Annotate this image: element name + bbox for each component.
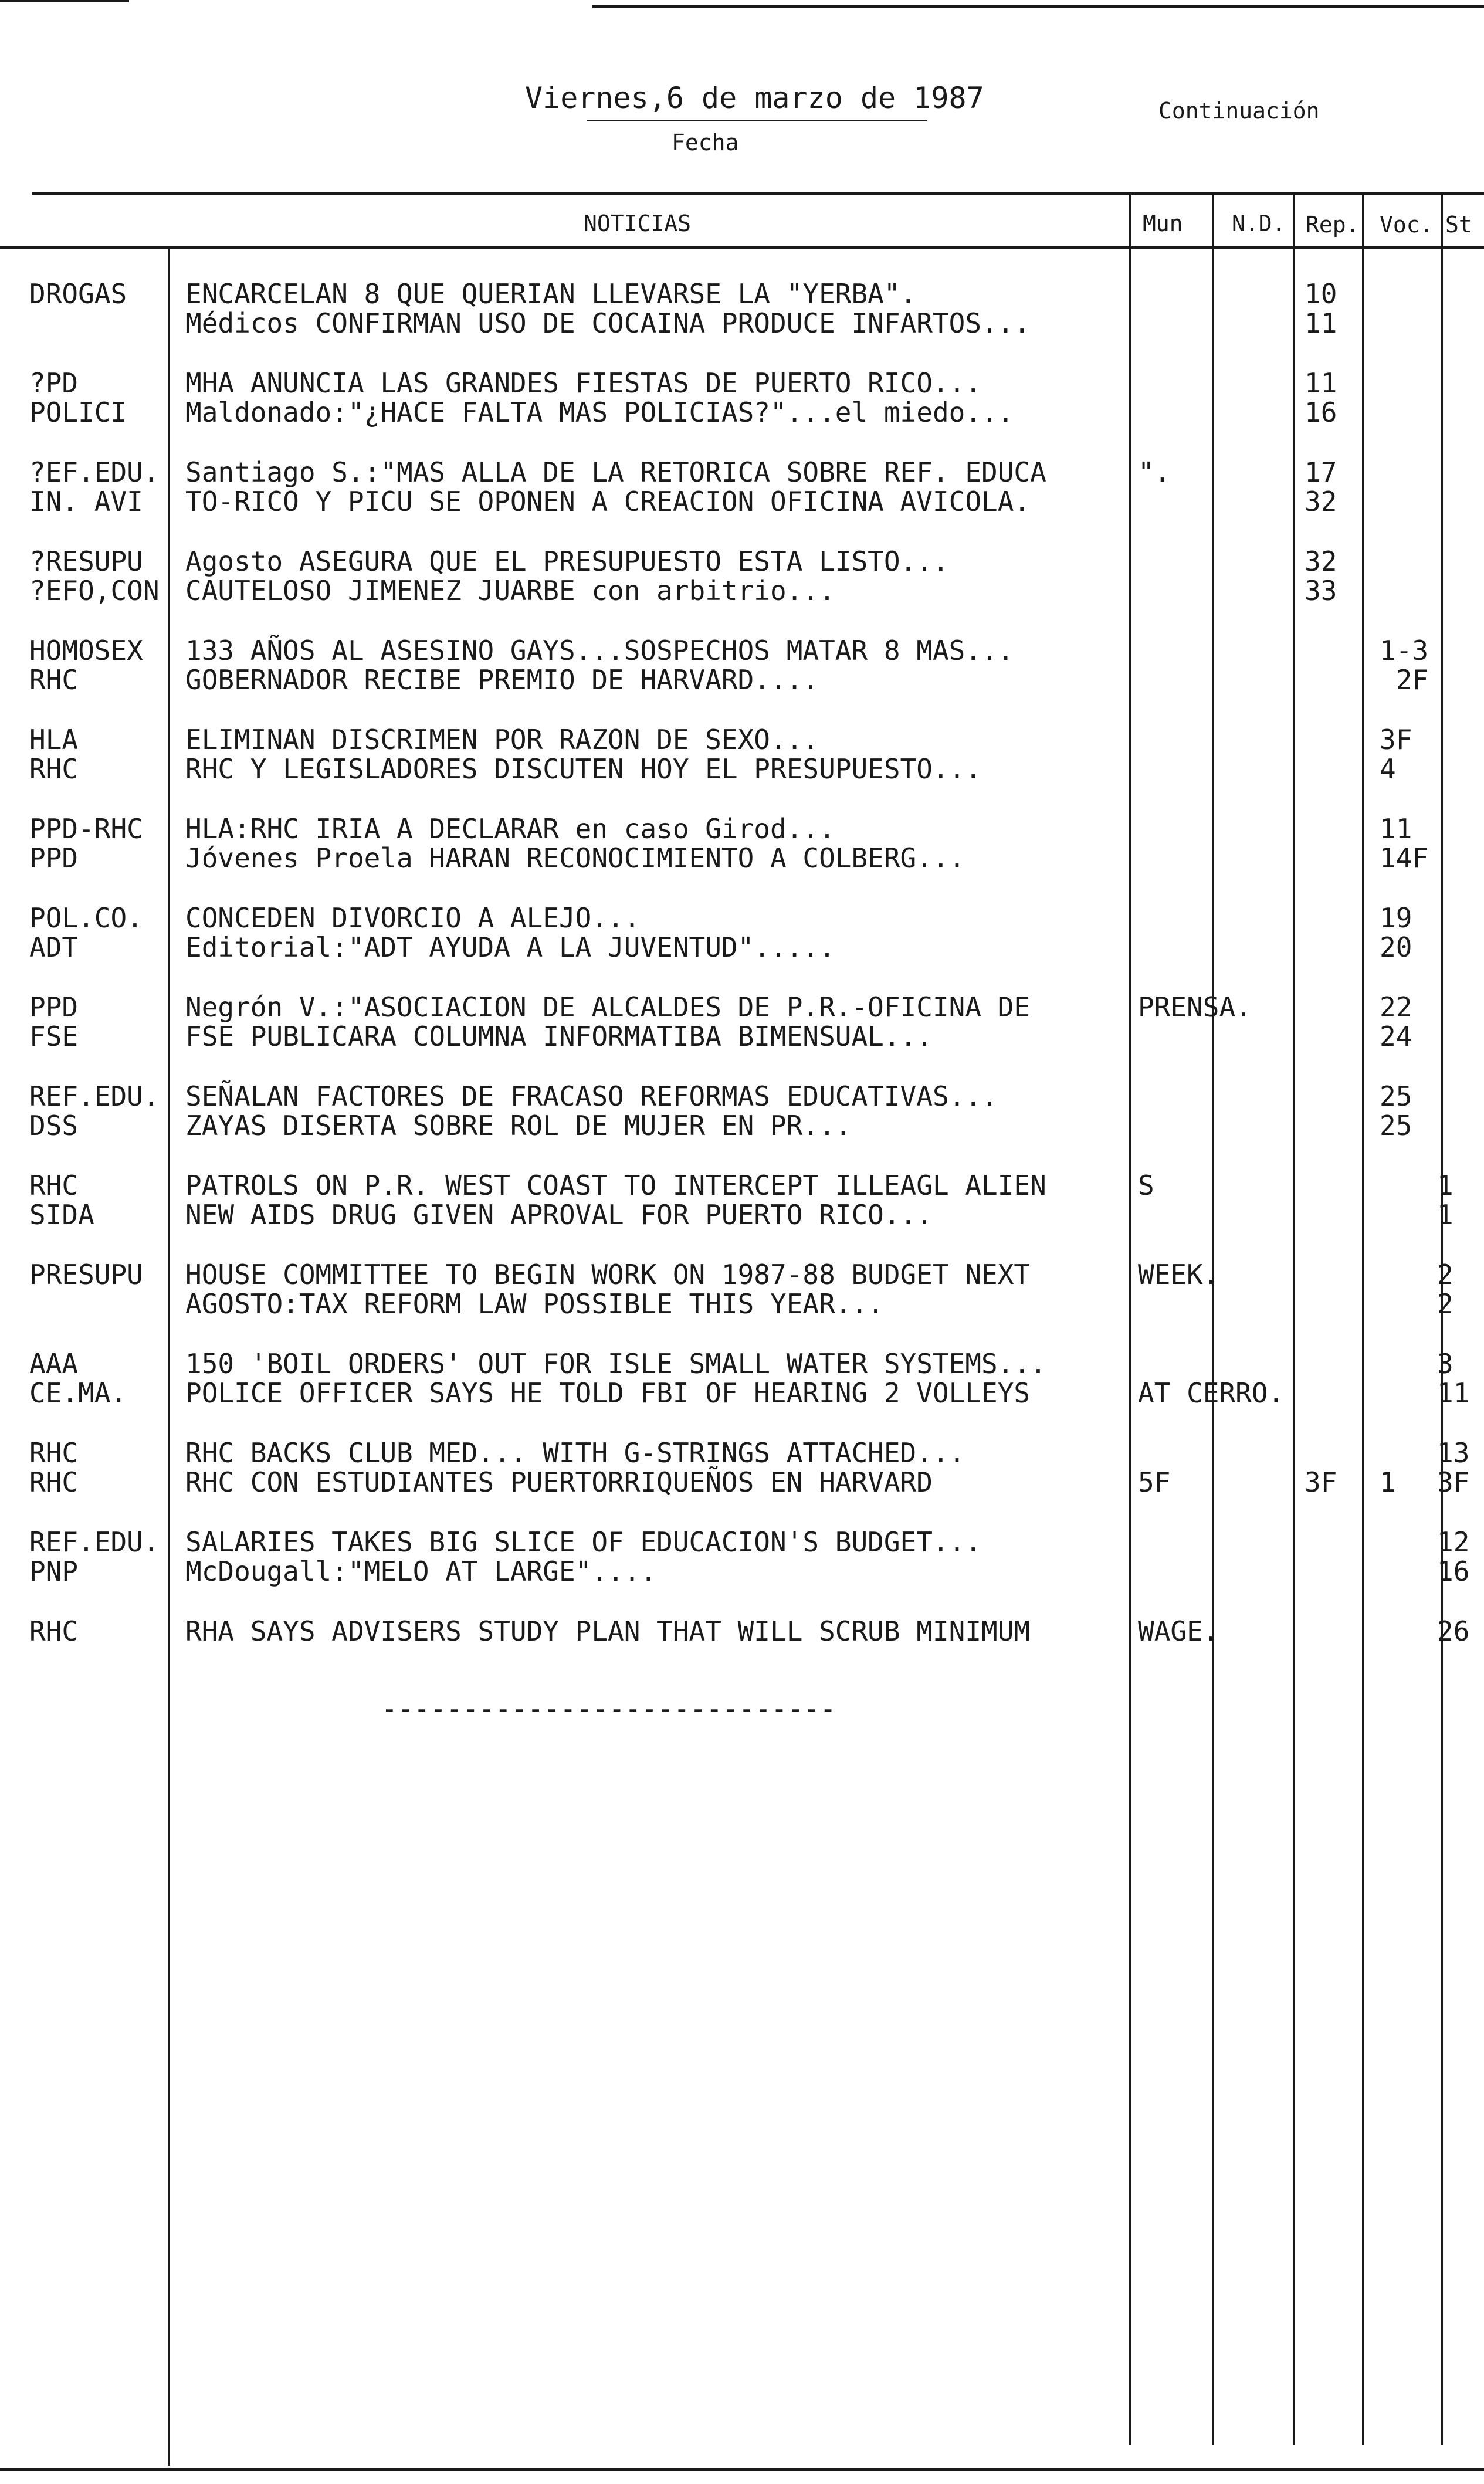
row-topic: HLA xyxy=(29,724,79,755)
row-topic: REF.EDU. xyxy=(29,1080,160,1112)
row-rep-value: 10 xyxy=(1305,278,1337,310)
row-headline: Jóvenes Proela HARAN RECONOCIMIENTO A COLBERG... xyxy=(185,842,965,874)
table-top-rule xyxy=(32,192,1484,195)
row-headline: FSE PUBLICARA COLUMNA INFORMATIBA BIMENSUAL... xyxy=(185,1021,933,1052)
page-bottom-rule xyxy=(0,2468,1484,2471)
column-header-mun: Mun xyxy=(1143,211,1183,236)
date-text: Viernes,6 de marzo de 1987 xyxy=(525,81,984,115)
row-topic: ?PD xyxy=(29,367,79,399)
row-voc-value: 1-3 xyxy=(1380,635,1429,666)
row-voc-value: 20 xyxy=(1380,931,1412,963)
row-topic: HOMOSEX xyxy=(29,635,143,666)
row-headline: CAUTELOSO JIMENEZ JUARBE con arbitrio... xyxy=(185,575,835,606)
row-topic: PPD-RHC xyxy=(29,813,143,845)
row-topic: RHC xyxy=(29,1466,79,1498)
row-headline: RHC CON ESTUDIANTES PUERTORRIQUEÑOS EN HARVARD xyxy=(185,1466,933,1498)
row-topic: PRESUPU xyxy=(29,1259,143,1290)
row-topic: AAA xyxy=(29,1348,79,1380)
row-voc-value: 24 xyxy=(1380,1021,1412,1052)
nd-column-left-divider xyxy=(1212,192,1214,2445)
row-sta-value: 2 xyxy=(1437,1288,1453,1320)
row-rep-value: 11 xyxy=(1305,367,1337,399)
end-dashed-rule: ---------------------------- xyxy=(381,1693,836,1724)
row-topic: CE.MA. xyxy=(29,1377,127,1409)
row-sta-value: 3 xyxy=(1437,1348,1453,1380)
row-sta-value: 26 xyxy=(1437,1615,1470,1647)
row-topic: IN. AVI xyxy=(29,486,143,517)
row-voc-value: 22 xyxy=(1380,991,1412,1023)
column-header-noticias: NOTICIAS xyxy=(584,211,692,236)
row-topic: RHC xyxy=(29,1170,79,1201)
row-voc-value: 2F xyxy=(1380,664,1429,696)
row-voc-value: 11 xyxy=(1380,813,1412,845)
row-topic: ?EFO,CON xyxy=(29,575,160,606)
row-headline: 150 'BOIL ORDERS' OUT FOR ISLE SMALL WATER SYSTEMS... xyxy=(185,1348,1046,1380)
column-header-sta: St xyxy=(1445,212,1472,238)
rep-column-left-divider xyxy=(1293,192,1295,2445)
column-header-voc: Voc. xyxy=(1380,212,1434,238)
row-rep-value: 33 xyxy=(1305,575,1337,606)
row-voc-value: 4 xyxy=(1380,753,1396,785)
column-header-nd: N.D. xyxy=(1232,211,1286,236)
row-rep-value: 16 xyxy=(1305,397,1337,428)
row-topic: ADT xyxy=(29,931,79,963)
row-headline: Médicos CONFIRMAN USO DE COCAINA PRODUCE INFARTOS... xyxy=(185,307,1031,339)
row-sta-value: 3F xyxy=(1437,1466,1470,1498)
row-topic: POLICI xyxy=(29,397,127,428)
row-headline: CONCEDEN DIVORCIO A ALEJO... xyxy=(185,902,641,934)
row-headline: SEÑALAN FACTORES DE FRACASO REFORMAS EDUCATIVAS... xyxy=(185,1080,998,1112)
topic-column-divider xyxy=(168,249,170,2466)
row-voc-value: 3F xyxy=(1380,724,1412,755)
row-rep-value: 17 xyxy=(1305,456,1337,488)
row-sta-value: 2 xyxy=(1437,1259,1453,1290)
row-headline: NEW AIDS DRUG GIVEN APROVAL FOR PUERTO RICO... xyxy=(185,1199,933,1231)
row-headline: SALARIES TAKES BIG SLICE OF EDUCACION'S BUDGET... xyxy=(185,1526,982,1558)
row-topic: RHC xyxy=(29,753,79,785)
mun-column-left-divider xyxy=(1129,192,1131,2445)
row-headline: HLA:RHC IRIA A DECLARAR en caso Girod... xyxy=(185,813,835,845)
row-voc-value: 19 xyxy=(1380,902,1412,934)
row-headline: 133 AÑOS AL ASESINO GAYS...SOSPECHOS MATAR 8 MAS... xyxy=(185,635,1014,666)
row-rep-value: 11 xyxy=(1305,307,1337,339)
row-sta-value: 1 xyxy=(1437,1199,1453,1231)
row-topic: REF.EDU. xyxy=(29,1526,160,1558)
column-header-rep: Rep. xyxy=(1306,212,1360,238)
date-label: Fecha xyxy=(672,130,739,155)
row-headline: TO-RICO Y PICU SE OPONEN A CREACION OFICINA AVICOLA. xyxy=(185,486,1031,517)
row-headline: ZAYAS DISERTA SOBRE ROL DE MUJER EN PR... xyxy=(185,1110,852,1141)
row-topic: DSS xyxy=(29,1110,79,1141)
row-sta-value: 16 xyxy=(1437,1556,1470,1587)
row-headline: AGOSTO:TAX REFORM LAW POSSIBLE THIS YEAR... xyxy=(185,1288,884,1320)
row-topic: PPD xyxy=(29,842,79,874)
row-voc-value: 14F xyxy=(1380,842,1429,874)
row-mun-value: AT CERRO. xyxy=(1138,1377,1285,1409)
row-voc-value: 25 xyxy=(1380,1080,1412,1112)
row-topic: SIDA xyxy=(29,1199,94,1231)
continuation-label: Continuación xyxy=(1158,98,1320,124)
row-headline: Negrón V.:"ASOCIACION DE ALCALDES DE P.R.-OFICINA DE xyxy=(185,991,1031,1023)
row-voc-value: 25 xyxy=(1380,1110,1412,1141)
row-headline: MHA ANUNCIA LAS GRANDES FIESTAS DE PUERTO RICO... xyxy=(185,367,982,399)
row-headline: GOBERNADOR RECIBE PREMIO DE HARVARD.... xyxy=(185,664,819,696)
row-topic: ?RESUPU xyxy=(29,545,143,577)
row-topic: ?EF.EDU. xyxy=(29,456,160,488)
date-underline xyxy=(587,120,927,121)
row-voc-value: 1 xyxy=(1380,1466,1396,1498)
row-sta-value: 13 xyxy=(1437,1437,1470,1469)
row-headline: RHC Y LEGISLADORES DISCUTEN HOY EL PRESUPUESTO... xyxy=(185,753,982,785)
row-topic: DROGAS xyxy=(29,278,127,310)
row-headline: Maldonado:"¿HACE FALTA MAS POLICIAS?"...el miedo... xyxy=(185,397,1014,428)
row-headline: ELIMINAN DISCRIMEN POR RAZON DE SEXO... xyxy=(185,724,819,755)
row-headline: RHA SAYS ADVISERS STUDY PLAN THAT WILL SCRUB MINIMUM xyxy=(185,1615,1031,1647)
row-headline: Agosto ASEGURA QUE EL PRESUPUESTO ESTA LISTO... xyxy=(185,545,949,577)
row-topic: PPD xyxy=(29,991,79,1023)
top-edge-rule-left xyxy=(0,0,129,2)
row-headline: HOUSE COMMITTEE TO BEGIN WORK ON 1987-88 BUDGET NEXT xyxy=(185,1259,1031,1290)
row-topic: RHC xyxy=(29,664,79,696)
row-headline: Editorial:"ADT AYUDA A LA JUVENTUD"..... xyxy=(185,931,835,963)
row-sta-value: 1 xyxy=(1437,1170,1453,1201)
row-topic: RHC xyxy=(29,1437,79,1469)
row-sta-value: 12 xyxy=(1437,1526,1470,1558)
voc-column-left-divider xyxy=(1362,192,1364,2445)
row-headline: Santiago S.:"MAS ALLA DE LA RETORICA SOBRE REF. EDUCA xyxy=(185,456,1046,488)
row-headline: RHC BACKS CLUB MED... WITH G-STRINGS ATTACHED... xyxy=(185,1437,965,1469)
row-topic: FSE xyxy=(29,1021,79,1052)
row-headline: ENCARCELAN 8 QUE QUERIAN LLEVARSE LA "YERBA". xyxy=(185,278,917,310)
row-rep-value: 3F xyxy=(1305,1466,1337,1498)
row-topic: RHC xyxy=(29,1615,79,1647)
table-header-bottom-rule xyxy=(0,246,1484,249)
row-rep-value: 32 xyxy=(1305,545,1337,577)
row-mun-value: WAGE. xyxy=(1138,1615,1219,1647)
row-mun-value: S xyxy=(1138,1170,1154,1201)
row-sta-value: 11 xyxy=(1437,1377,1470,1409)
row-rep-value: 32 xyxy=(1305,486,1337,517)
row-topic: POL.CO. xyxy=(29,902,143,934)
row-headline: McDougall:"MELO AT LARGE".... xyxy=(185,1556,657,1587)
top-edge-rule-right xyxy=(592,5,1484,8)
row-headline: PATROLS ON P.R. WEST COAST TO INTERCEPT ILLEAGL ALIEN xyxy=(185,1170,1046,1201)
row-mun-value: 5F xyxy=(1138,1466,1171,1498)
row-mun-value: ". xyxy=(1138,456,1171,488)
row-topic: PNP xyxy=(29,1556,79,1587)
row-mun-value: WEEK. xyxy=(1138,1259,1219,1290)
row-headline: POLICE OFFICER SAYS HE TOLD FBI OF HEARING 2 VOLLEYS xyxy=(185,1377,1031,1409)
row-mun-value: PRENSA. xyxy=(1138,991,1252,1023)
